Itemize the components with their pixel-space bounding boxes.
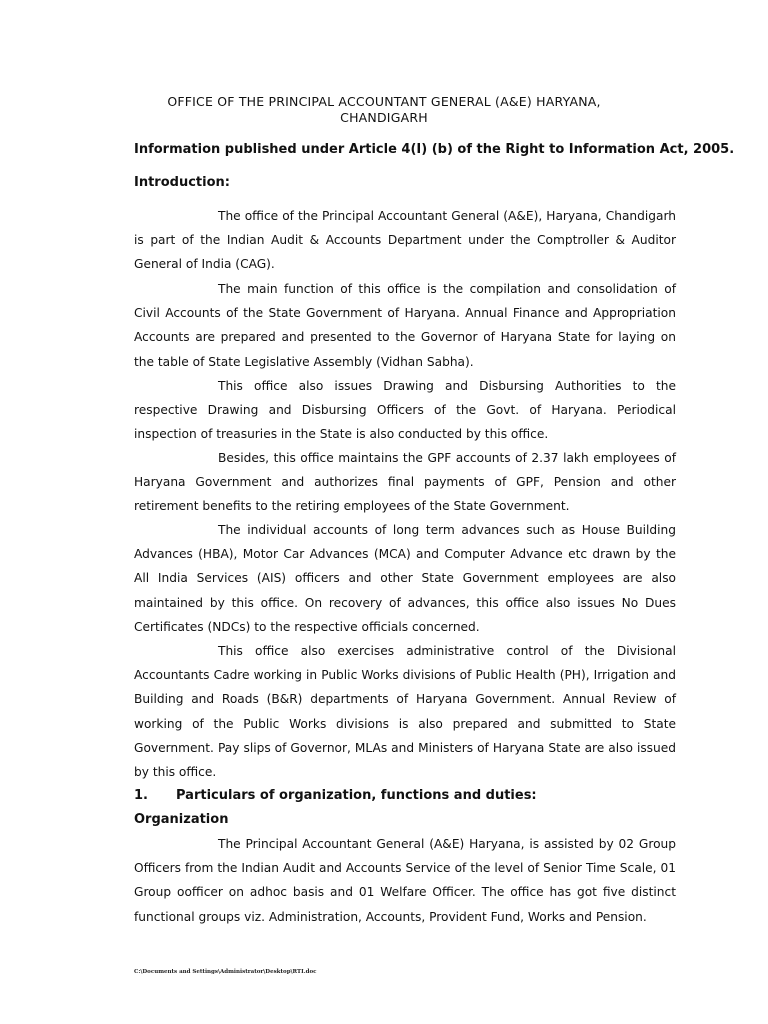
paragraph-pay-slips: Pay slips of Governor, MLAs and Ministers of Haryana State are also issued by this office. [134, 741, 676, 780]
paragraph-office-overview: The office of the Principal Accountant General (A&E), Haryana, Chandigarh is part of the Indian Audit & Accounts Department under the Comptroller & Auditor General of India (CAG). [134, 209, 676, 272]
paragraph-main-function: The main function of this office is the compilation and consolidation of Civil Accounts of the State Government of Haryana. Annual Finance and Appropriation Accounts are prepared and presented to the Governor of Haryana State for laying on the table of State Legislative Assembly (Vidhan Sabha). [134, 282, 676, 369]
office-title-line-1: OFFICE OF THE PRINCIPAL ACCOUNTANT GENERAL (A&E) HARYANA, [167, 94, 601, 109]
organization-heading: Organization [134, 812, 229, 827]
paragraph-administrative-control: This office also exercises administrative control of the Divisional Accountants Cadre working in Public Works divisions of Public Health (PH), Irrigation and Building and Roads (B&R) departments of Haryana Government. Annual Review of working of the Public Works divisions is also prepared and submitted to State Government. [134, 644, 676, 755]
introduction-heading: Introduction: [134, 175, 230, 190]
section-1-heading [134, 788, 537, 803]
office-title-line-2: CHANDIGARH [340, 110, 428, 125]
section-1-title: Particulars of organization, functions and duties: [176, 788, 537, 803]
paragraph-drawing-disbursing: This office also issues Drawing and Disbursing Authorities to the respective Drawing and Disbursing Officers of the Govt. of Haryana. Periodical inspection of treasuries in the State is also conducted by this office. [134, 379, 676, 442]
section-1-number: 1. [134, 788, 148, 803]
paragraph-gpf-accounts: Besides, this office maintains the GPF accounts of 2.37 lakh employees of Haryana Government and authorizes final payments of GPF, Pension and other retirement benefits to the retiring employees of the State Government. [134, 451, 676, 514]
paragraph-organization: The Principal Accountant General (A&E) Haryana, is assisted by 02 Group Officers from the Indian Audit and Accounts Service of the level of Senior Time Scale, 01 Group oofficer on adhoc basis and 01 Welfare Officer. The office has got five distinct functional groups viz. Administration, Accounts, Provident Fund, Works and Pension. [134, 837, 676, 924]
rti-heading: Information published under Article 4(I) (b) of the Right to Information Act, 2005. [134, 142, 735, 157]
footer-file-path: C:\Documents and Settings\Administrator\Desktop\RTI.doc [134, 969, 317, 975]
paragraph-long-term-advances: The individual accounts of long term advances such as House Building Advances (HBA), Motor Car Advances (MCA) and Computer Advance etc drawn by the All India Services (AIS) officers and other State Government employees are also maintained by this office. On recovery of advances, this office also issues No Dues Certificates (NDCs) to the respective officials concerned. [134, 523, 676, 634]
